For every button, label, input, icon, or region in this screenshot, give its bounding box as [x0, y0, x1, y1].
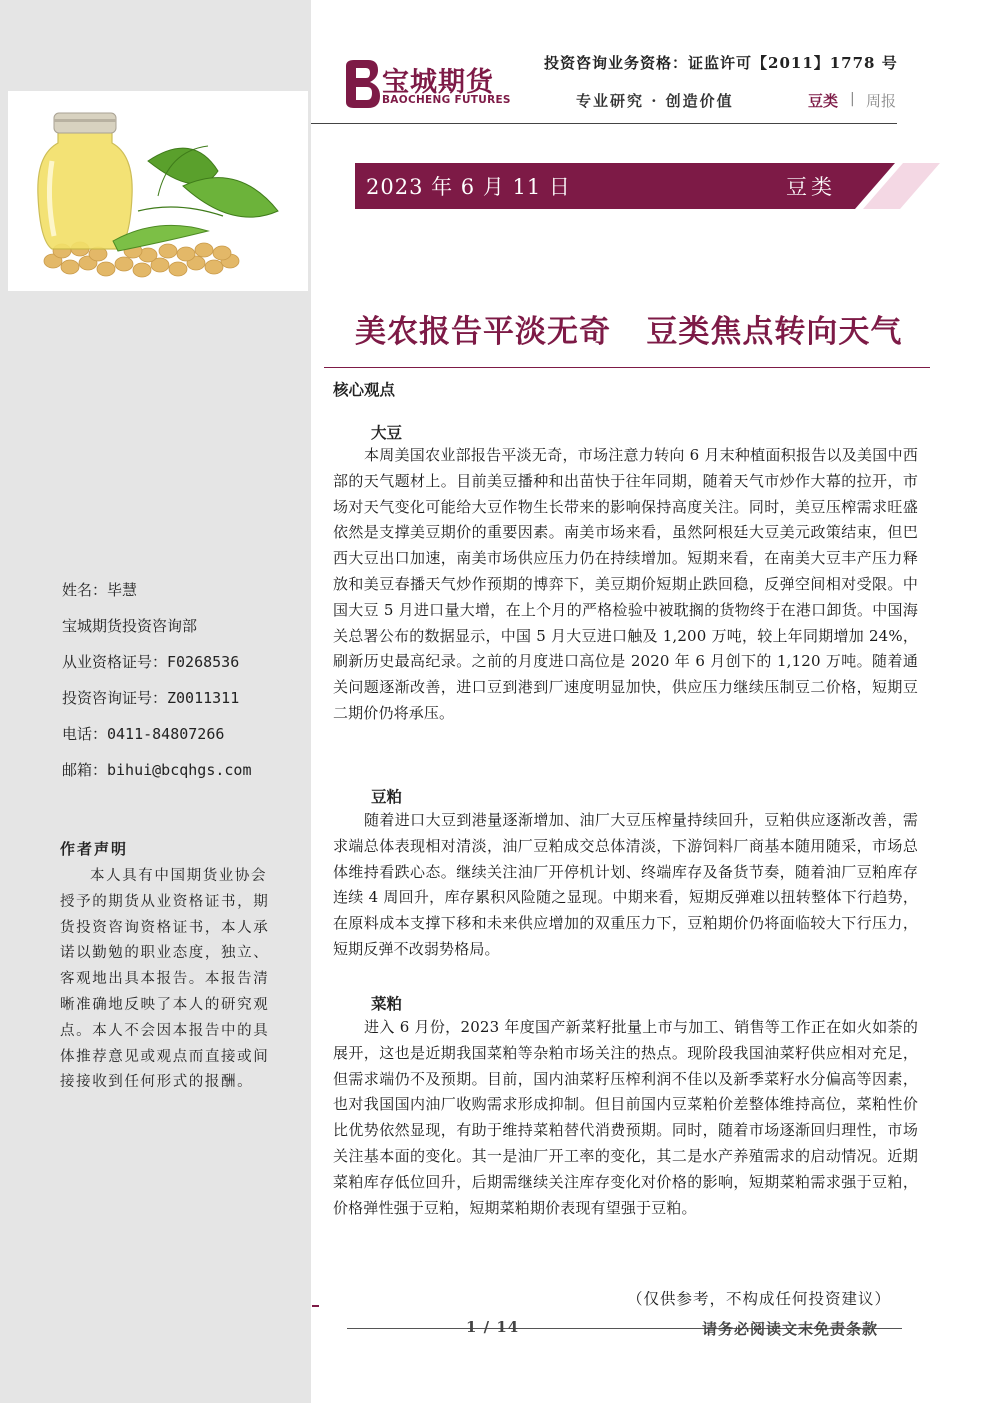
header-divider	[311, 123, 897, 124]
banner-category: 豆类	[786, 175, 836, 199]
slogan: 专业研究 · 创造价值	[576, 92, 734, 110]
header-category: 豆类	[808, 92, 839, 110]
section-text-rapemeal: 进入 6 月份，2023 年度国产新菜籽批量上市与加工、销售等工作正在如火如荼的展开，这也是近期我国菜粕等杂粕市场关注的热点。现阶段我国油菜籽供应相对充足，但需求端仍不及预期。目前，国内油菜籽压榨利润不佳以及新季菜籽水分偏高等因素，也对我国国内油厂收购需求形成抑制。但目前国内豆菜粕价差整体维持高位，菜粕性价比优势依然显现，有助于维持菜粕替代消费预期。同时，随着市场逐渐回归理性，市场关注基本面的变化。其一是油厂开工率的变化，其二是水产养殖需求的启动情况。近期菜粕库存低位回升，后期需继续关注库存变化对价格的影响，短期菜粕需求强于豆粕，价格弹性强于豆粕，短期菜粕期价表现有望强于豆粕。	[333, 1018, 918, 1217]
disclaimer: （仅供参考，不构成任何投资建议）	[627, 1290, 892, 1308]
logo-text-cn: 宝城期货	[382, 67, 494, 98]
section-heading-rapemeal: 菜粕	[371, 995, 403, 1013]
author-cert: 从业资格证号：F0268536	[62, 653, 240, 671]
title-divider	[324, 367, 930, 368]
section-heading-soymeal: 豆粕	[371, 788, 403, 806]
report-date: 2023 年 6 月 11 日	[366, 175, 571, 199]
author-phone: 电话：0411-84807266	[62, 725, 225, 743]
author-name: 姓名：毕慧	[62, 581, 138, 599]
footer-mark	[312, 1305, 319, 1307]
header-separator: |	[850, 91, 855, 107]
license-text: 投资咨询业务资格：证监许可【2011】1778 号	[544, 54, 898, 72]
section-text-soybean: 本周美国农业部报告平淡无奇，市场注意力转向 6 月末种植面积报告以及美国中西部的天气题材上。目前美豆播种和出苗快于往年同期，随着天气市炒作大幕的拉开，市场对天气变化可能给大豆作物生长带来的影响保持高度关注。同时，美豆压榨需求旺盛依然是支撑美豆期价的重要因素。南美市场来看，虽然阿根廷大豆美元政策结束，但巴西大豆出口加速，南美市场供应压力仍在持续增加。短期来看，在南美大豆丰产压力释放和美豆春播天气炒作预期的博弈下，美豆期价短期止跌回稳，反弹空间相对受限。中国大豆 5 月进口量大增，在上个月的严格检验中被耽搁的货物终于在港口卸货。中国海关总署公布的数据显示，中国 5 月大豆进口触及 1,200 万吨，较上年同期增加 24%，刷新历史最高纪录。之前的月度进口高位是 2020 年 6 月创下的 1,120 万吨。随着通关问题逐渐改善，进口豆到港到厂速度明显加快，供应压力继续压制豆二价格，短期豆二期价仍将承压。	[333, 446, 918, 722]
page-number: 1 / 14	[466, 1318, 520, 1336]
declaration-title: 作者声明	[60, 840, 129, 858]
author-info	[62, 572, 252, 788]
author-consult: 投资咨询证号：Z0011311	[62, 689, 240, 707]
author-dept: 宝城期货投资咨询部	[62, 617, 198, 635]
soybean-oil-jar-image	[8, 91, 308, 291]
author-email: 邮箱：bihui@bcqhgs.com	[62, 761, 252, 779]
core-heading: 核心观点	[333, 381, 396, 399]
footer-note: 请务必阅读文末免责条款	[702, 1320, 879, 1338]
declaration-text: 本人具有中国期货业协会授予的期货从业资格证书，期货投资咨询资格证书，本人承诺以勤勉的职业态度，独立、客观地出具本报告。本报告清晰准确地反映了本人的研究观点。本人不会因本报告中的具体推荐意见或观点而直接或间接接收到任何形式的报酬。	[60, 868, 270, 1091]
page-title: 美农报告平淡无奇 豆类焦点转向天气	[355, 314, 903, 350]
section-heading-soybean: 大豆	[371, 424, 403, 442]
report-type: 周报	[866, 92, 897, 110]
section-text-soymeal: 随着进口大豆到港量逐渐增加、油厂大豆压榨量持续回升，豆粕供应逐渐改善，需求端总体表现相对清淡，油厂豆粕成交总体清淡，下游饲料厂商基本随用随采，市场总体维持看跌心态。继续关注油厂开停机计划、终端库存及备货节奏，随着油厂豆粕库存连续 4 周回升，库存累积风险随之显现。中期来看，短期反弹难以扭转整体下行趋势，在原料成本支撑下移和未来供应增加的双重压力下，豆粕期价仍将面临较大下行压力，短期反弹不改弱势格局。	[333, 811, 918, 958]
logo-text-en: BAOCHENG FUTURES	[382, 94, 511, 106]
